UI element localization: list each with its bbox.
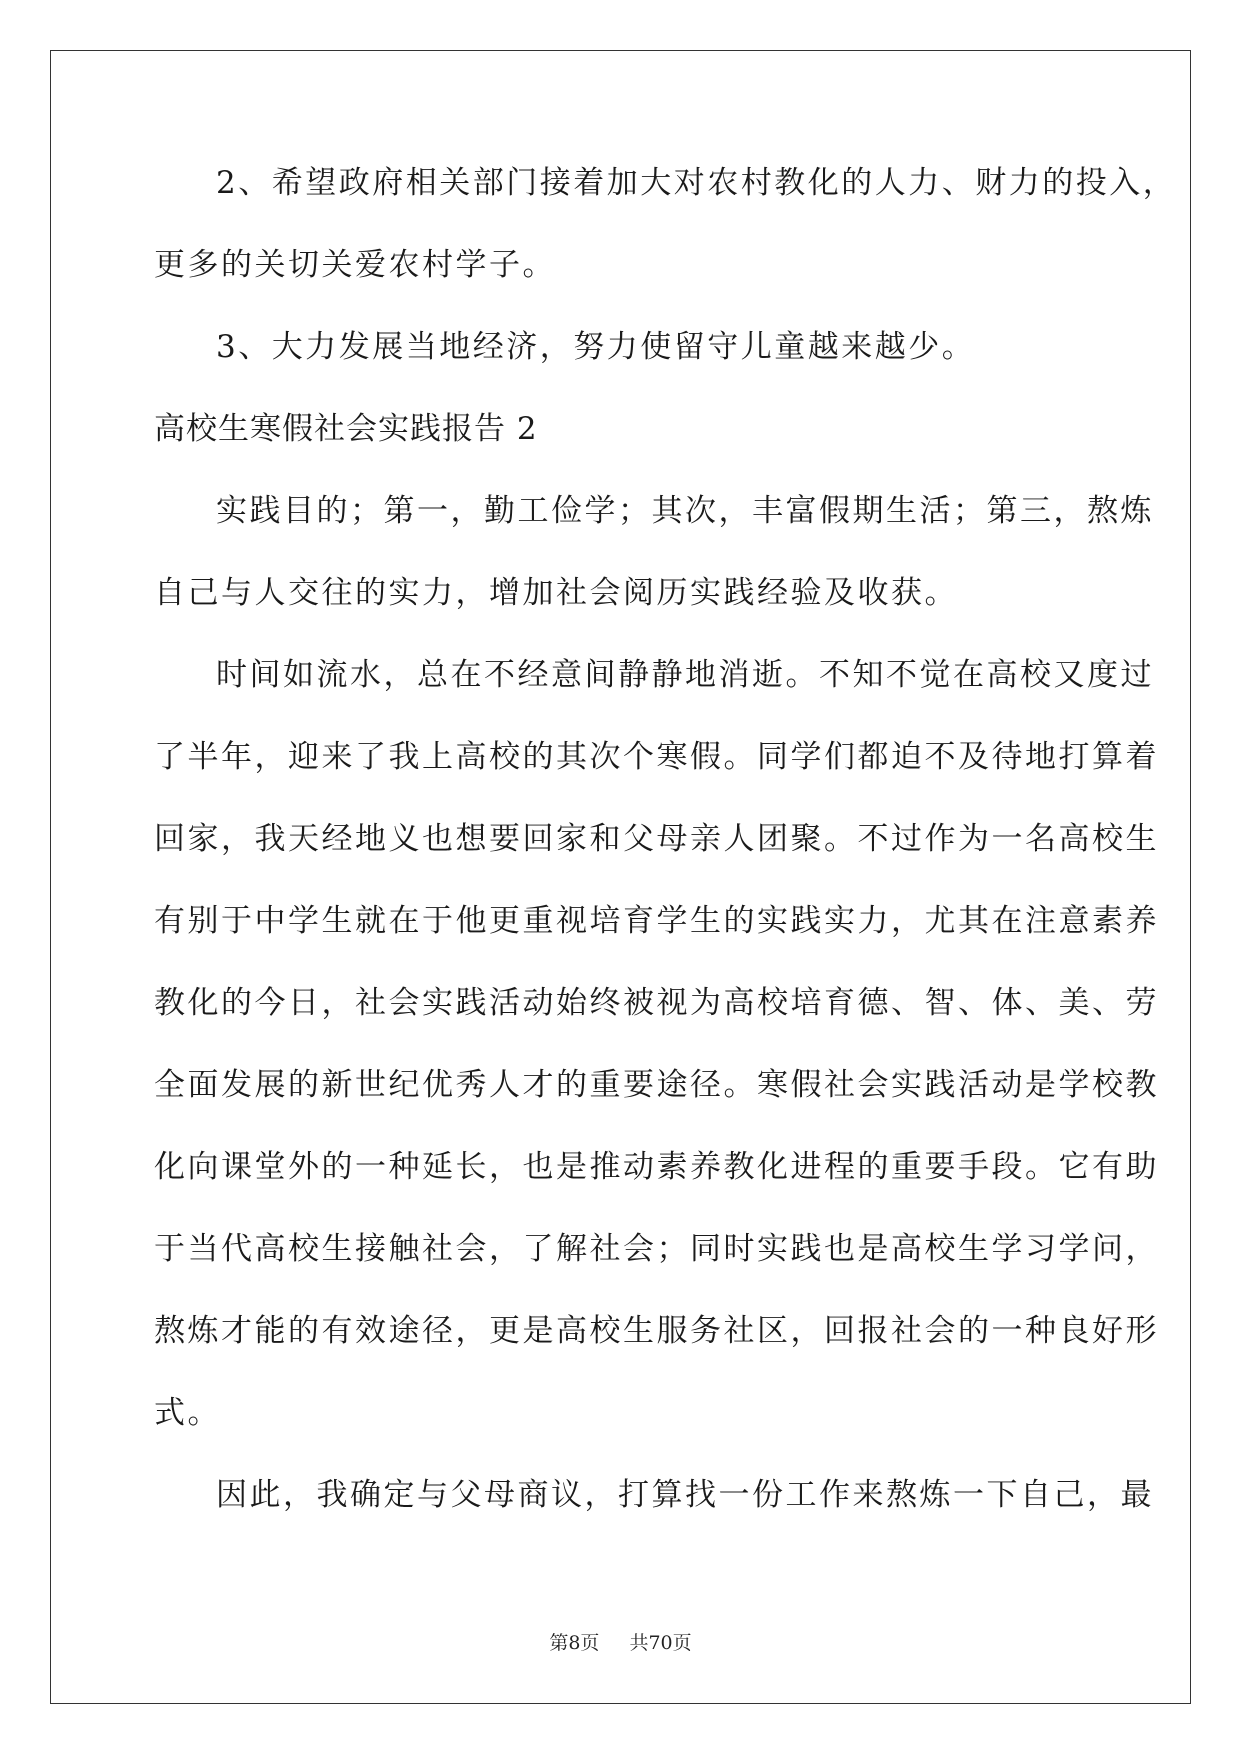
paragraph-line: 3、大力发展当地经济，努力使留守儿童越来越少。: [216, 329, 976, 365]
page-total: 共70页: [629, 1632, 692, 1654]
page-footer: [0, 1628, 1241, 1655]
paragraph-line: 式。: [154, 1395, 221, 1431]
paragraph-line: 全面发展的新世纪优秀人才的重要途径。寒假社会实践活动是学校教: [154, 1067, 1159, 1103]
paragraph-line: 2、希望政府相关部门接着加大对农村教化的人力、财力的投入，: [216, 165, 1177, 201]
paragraph-line: 化向课堂外的一种延长，也是推动素养教化进程的重要手段。它有助: [154, 1149, 1159, 1185]
paragraph-line: 自己与人交往的实力，增加社会阅历实践经验及收获。: [154, 575, 958, 611]
paragraph-line: 回家，我天经地义也想要回家和父母亲人团聚。不过作为一名高校生: [154, 821, 1159, 857]
section-heading: 高校生寒假社会实践报告 2: [154, 411, 538, 447]
page-number: 第8页: [549, 1632, 600, 1654]
paragraph-line: 时间如流水，总在不经意间静静地消逝。不知不觉在高校又度过: [216, 657, 1154, 693]
paragraph-line: 因此，我确定与父母商议，打算找一份工作来熬炼一下自己，最: [216, 1477, 1154, 1513]
paragraph-line: 了半年，迎来了我上高校的其次个寒假。同学们都迫不及待地打算着: [154, 739, 1159, 775]
paragraph-line: 熬炼才能的有效途径，更是高校生服务社区，回报社会的一种良好形: [154, 1313, 1159, 1349]
document-body: [154, 163, 1177, 1557]
paragraph-line: 更多的关切关爱农村学子。: [154, 247, 556, 283]
paragraph-line: 有别于中学生就在于他更重视培育学生的实践实力，尤其在注意素养: [154, 903, 1159, 939]
paragraph-line: 于当代高校生接触社会，了解社会；同时实践也是高校生学习学问，: [154, 1231, 1159, 1267]
paragraph-line: 实践目的；第一，勤工俭学；其次，丰富假期生活；第三，熬炼: [216, 493, 1154, 529]
paragraph-line: 教化的今日，社会实践活动始终被视为高校培育德、智、体、美、劳: [154, 985, 1159, 1021]
